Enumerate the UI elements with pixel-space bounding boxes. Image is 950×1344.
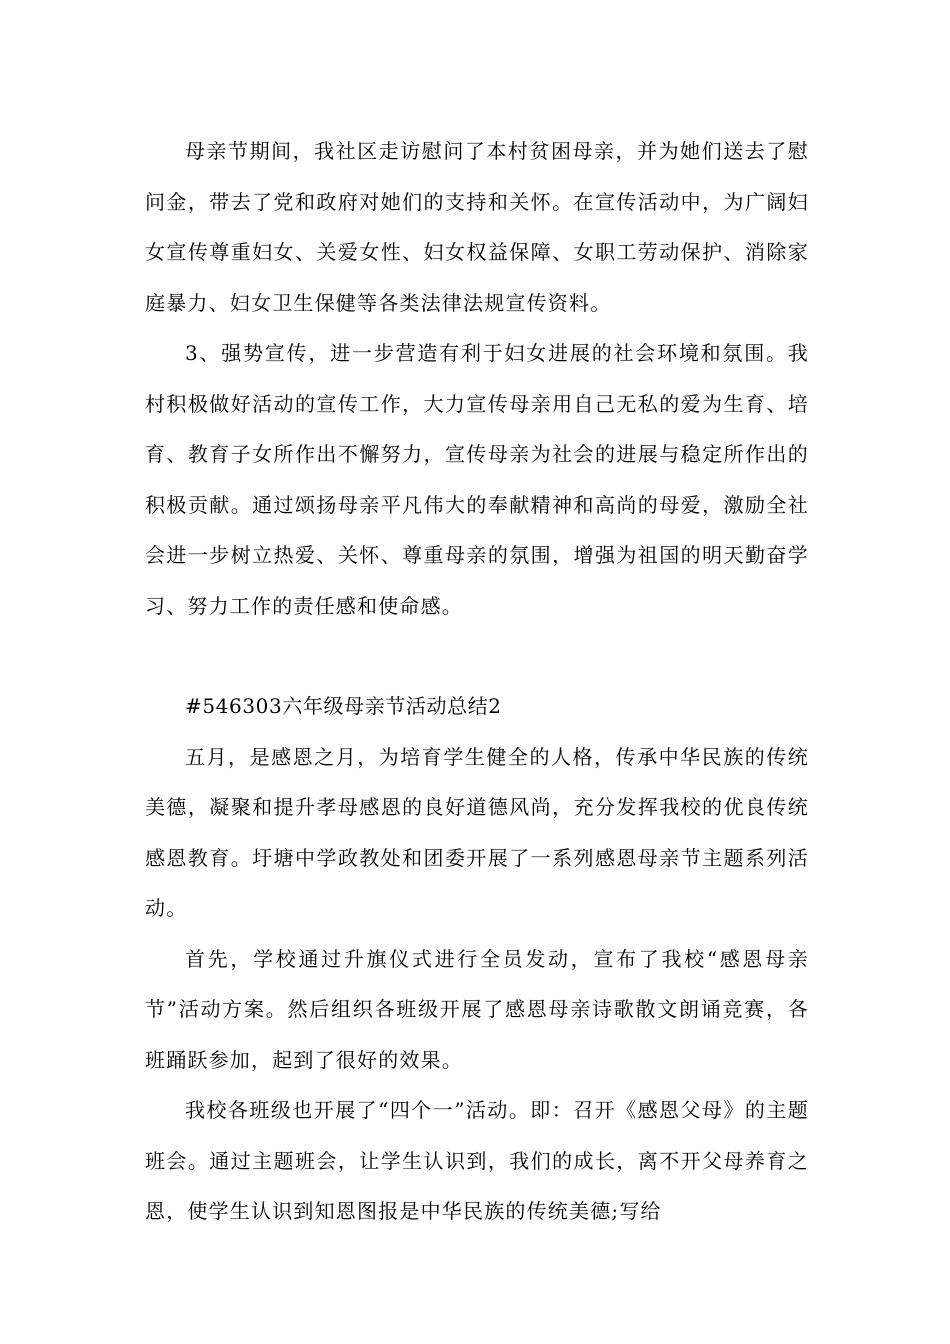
paragraph: 3、强势宣传，进一步营造有利于妇女进展的社会环境和氛围。我村积极做好活动的宣传工作，大力宣传母亲用自己无私的爱为生育、培育、教育子女所作出不懈努力，宣传母亲为社会的进展与稳定所作出的积极贡献。通过颂扬母亲平凡伟大的奉献精神和高尚的母爱，激励全社会进一步树立热爱、关怀、尊重母亲的氛围，增强为祖国的明天勤奋学习、努力工作的责任感和使命感。 [145,341,809,618]
document-body [145,126,809,1237]
paragraph: 五月，是感恩之月，为培育学生健全的人格，传承中华民族的传统美德，凝聚和提升孝母感恩的良好道德风尚，充分发挥我校的优良传统感恩教育。圩塘中学政教处和团委开展了一系列感恩母亲节主题系列活动。 [145,744,809,920]
paragraph: 母亲节期间，我社区走访慰问了本村贫困母亲，并为她们送去了慰问金，带去了党和政府对她们的支持和关怀。在宣传活动中，为广阔妇女宣传尊重妇女、关爱女性、妇女权益保障、女职工劳动保护、消除家庭暴力、妇女卫生保健等各类法律法规宣传资料。 [145,139,809,315]
section-heading: #546303六年级母亲节活动总结2 [185,694,502,718]
paragraph: 我校各班级也开展了“四个一”活动。即：召开《感恩父母》的主题班会。通过主题班会，让学生认识到，我们的成长，离不开父母养育之恩，使学生认识到知恩图报是中华民族的传统美德;写给 [145,1098,809,1223]
paragraph: 首先，学校通过升旗仪式进行全员发动，宣布了我校“感恩母亲节”活动方案。然后组织各班级开展了感恩母亲诗歌散文朗诵竞赛，各班踊跃参加，起到了很好的效果。 [145,946,809,1072]
section-spacer [145,631,809,681]
